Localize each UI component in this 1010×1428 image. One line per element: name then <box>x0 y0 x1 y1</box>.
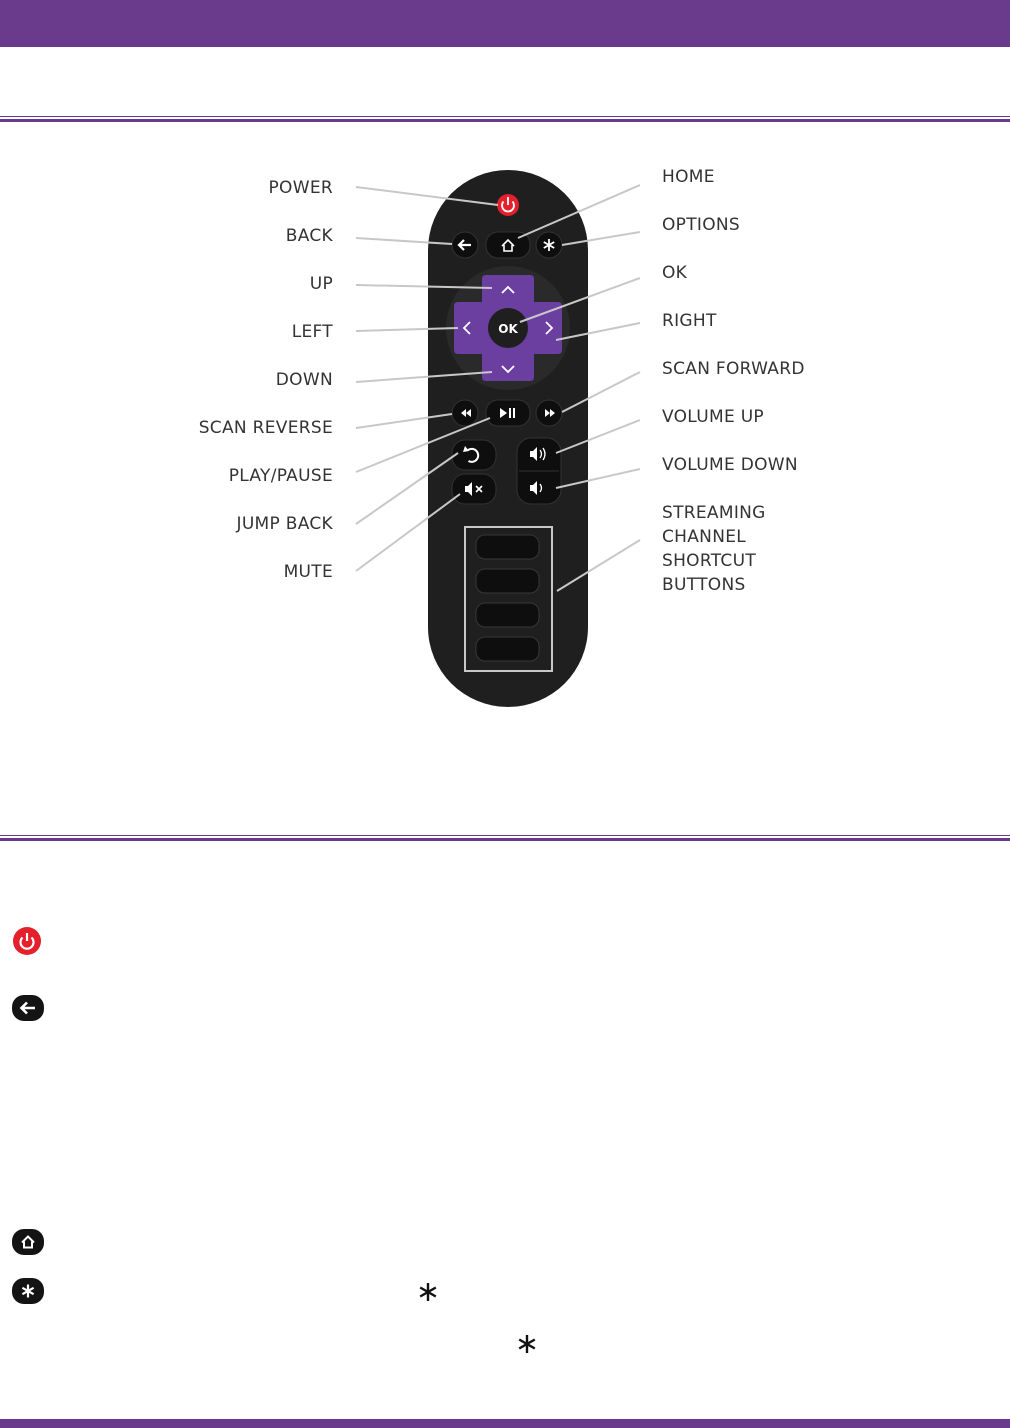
play-pause-button <box>486 400 530 426</box>
label-volume-up: VOLUME UP <box>662 407 764 427</box>
label-streaming-line-4: BUTTONS <box>662 575 746 595</box>
label-back: BACK <box>285 226 333 246</box>
asterisk-icon <box>417 1281 439 1303</box>
label-ok: OK <box>662 263 688 283</box>
ok-text: OK <box>498 322 518 336</box>
shortcut-button-1 <box>476 535 539 559</box>
remote-diagram <box>0 150 1010 720</box>
label-streaming-line-3: SHORTCUT <box>662 551 757 571</box>
mute-button <box>452 474 496 504</box>
footer-bar <box>0 1419 1010 1428</box>
label-scan-forward: SCAN FORWARD <box>662 359 805 379</box>
label-streaming-shortcut-buttons <box>662 501 766 597</box>
label-down: DOWN <box>275 370 333 390</box>
shortcut-button-2 <box>476 569 539 593</box>
label-mute: MUTE <box>283 562 333 582</box>
label-up: UP <box>309 274 333 294</box>
asterisk-icon <box>516 1333 538 1355</box>
jump-back-button <box>452 440 496 470</box>
label-home: HOME <box>662 167 715 187</box>
label-left: LEFT <box>291 322 333 342</box>
header-bar <box>0 0 1010 47</box>
label-right: RIGHT <box>662 311 717 331</box>
label-streaming-line-1: STREAMING <box>662 503 766 523</box>
label-options: OPTIONS <box>662 215 741 235</box>
label-jump-back: JUMP BACK <box>236 514 333 534</box>
shortcut-button-4 <box>476 637 539 661</box>
label-volume-down: VOLUME DOWN <box>662 455 798 475</box>
label-play-pause: PLAY/PAUSE <box>228 466 333 486</box>
remote-illustration <box>0 150 1010 720</box>
section-divider <box>0 835 1010 841</box>
back-icon <box>11 994 45 1022</box>
shortcut-button-3 <box>476 603 539 627</box>
label-streaming-line-2: CHANNEL <box>662 527 747 547</box>
label-scan-reverse: SCAN REVERSE <box>198 418 333 438</box>
section-divider <box>0 116 1010 122</box>
power-icon <box>12 926 42 956</box>
options-icon <box>11 1277 45 1305</box>
home-icon <box>11 1228 45 1256</box>
label-power: POWER <box>268 178 333 198</box>
